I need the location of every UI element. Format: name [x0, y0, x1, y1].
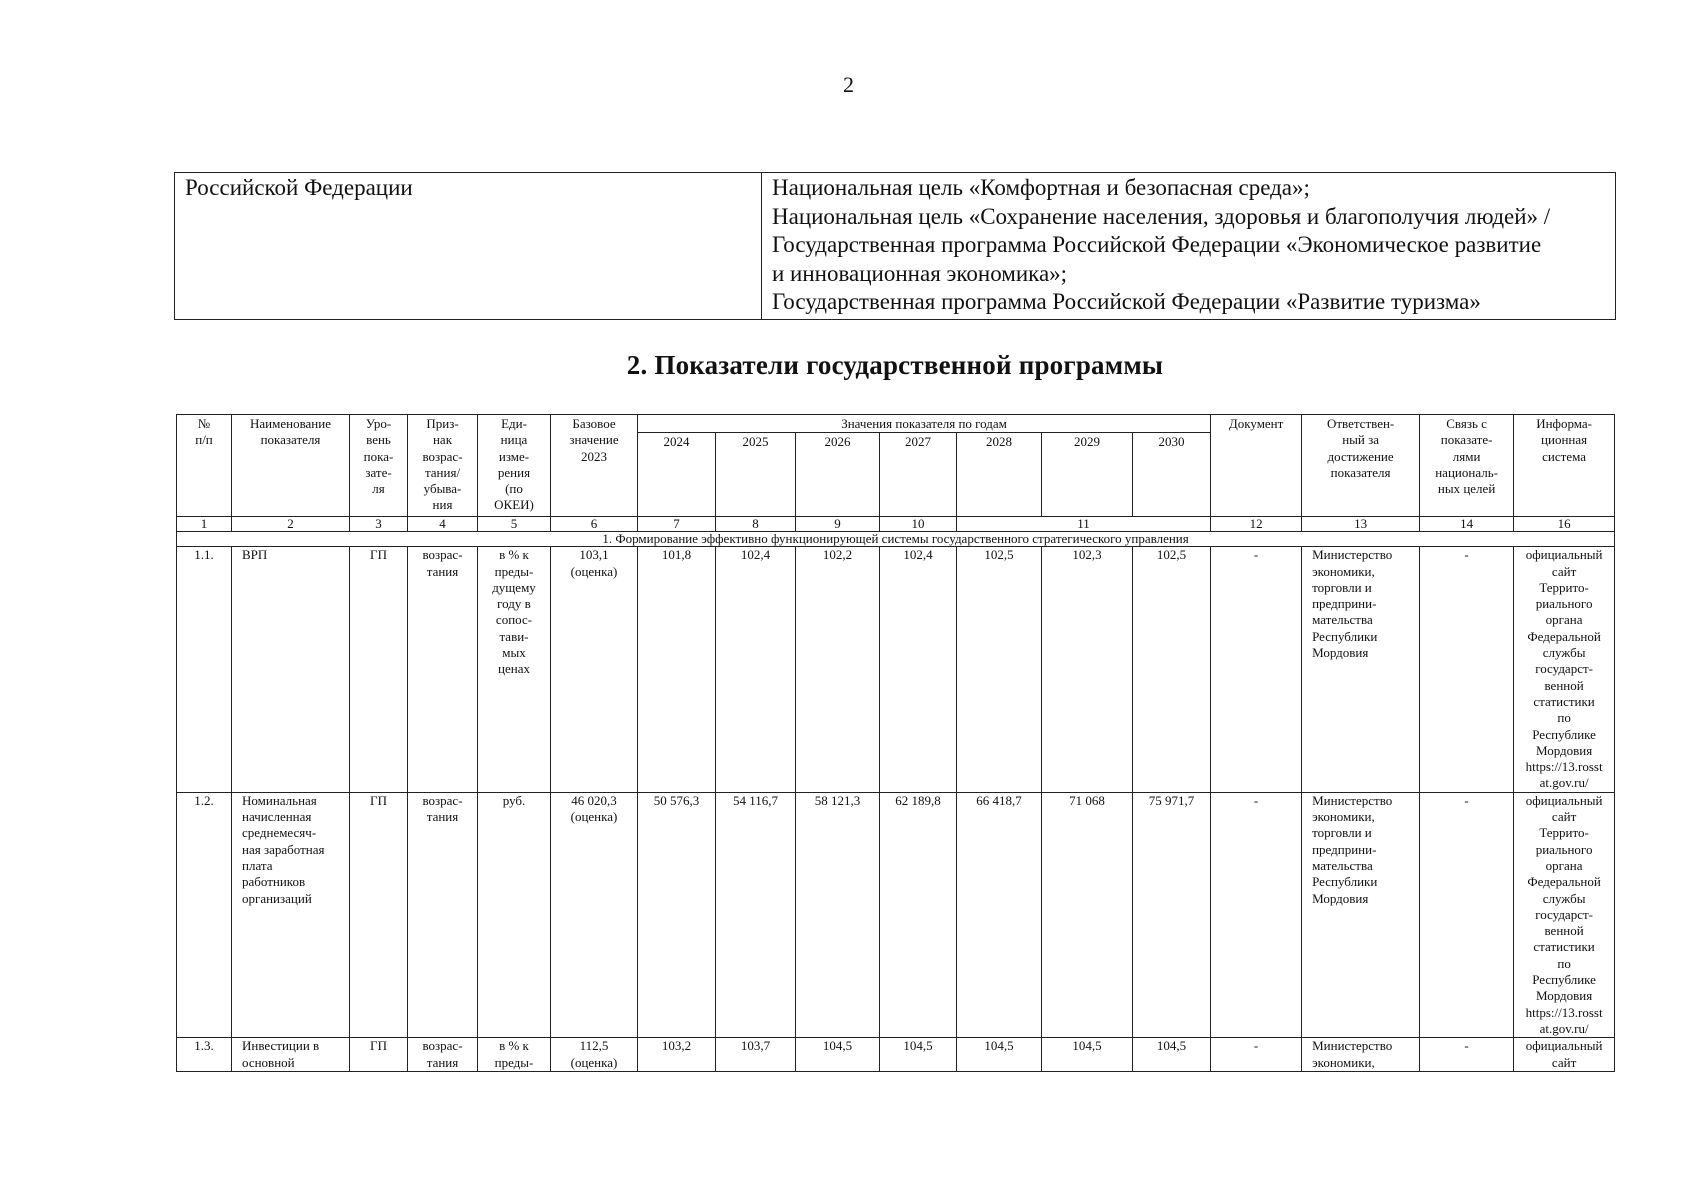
header-year: 2025 — [716, 433, 796, 517]
year-value: 103,7 — [716, 1038, 796, 1072]
cell-line: экономики, — [1312, 563, 1375, 579]
column-number: 4 — [408, 517, 478, 532]
cell-line: Республики — [1312, 628, 1378, 644]
header-document: Документ — [1211, 415, 1302, 517]
cell-line: (по — [505, 481, 523, 497]
cell-line: торговли и — [1312, 825, 1372, 841]
year-value: 71 068 — [1042, 792, 1133, 1037]
year-value: 104,5 — [1042, 1038, 1133, 1072]
cell-line: 2023 — [581, 448, 607, 464]
column-number: 7 — [638, 517, 716, 532]
cell-line: ния — [432, 497, 453, 513]
cell-line: ОКЕИ) — [494, 497, 534, 513]
section-title: 2. Показатели государственной программы — [626, 350, 1164, 380]
header-trend — [408, 415, 478, 517]
header-name — [232, 415, 350, 517]
cell-line: начисленная — [242, 809, 312, 825]
column-number: 1 — [177, 517, 232, 532]
cell-line: году в — [497, 596, 531, 612]
column-number: 13 — [1302, 517, 1420, 532]
table-row — [177, 1038, 1615, 1072]
cell-line: Связь с — [1446, 416, 1487, 431]
cell-line: экономики, — [1312, 809, 1375, 825]
cell-line: at.gov.ru/ — [1539, 775, 1589, 791]
indicator-name — [232, 792, 350, 1037]
indicator-unit — [478, 547, 551, 792]
info-system-cell — [1514, 1038, 1615, 1072]
cell-line: тания — [426, 809, 459, 825]
cell-line: ница — [500, 432, 528, 448]
cell-line: Приз- — [426, 416, 459, 431]
cell-line: Информа- — [1536, 416, 1592, 431]
year-value: 102,4 — [716, 547, 796, 792]
national-goals-link: - — [1420, 1038, 1514, 1072]
indicator-unit — [478, 792, 551, 1037]
cell-line: преды- — [494, 1054, 534, 1070]
cell-line: пока- — [363, 448, 394, 464]
year-value: 102,2 — [796, 547, 880, 792]
column-numbers-row — [177, 517, 1615, 532]
table-row — [177, 792, 1615, 1037]
cell-line: службы — [1542, 645, 1586, 661]
national-goals-link: - — [1420, 792, 1514, 1037]
year-value: 102,5 — [957, 547, 1042, 792]
header-year: 2028 — [957, 433, 1042, 517]
cell-line: тави- — [499, 628, 529, 644]
table-row — [177, 547, 1615, 792]
cell-line: экономики, — [1312, 1054, 1375, 1070]
cell-line: в % к — [499, 1038, 529, 1054]
cell-line: Министерство — [1312, 547, 1393, 563]
cell-line: ценах — [498, 661, 530, 677]
cell-line: Федеральной — [1527, 874, 1601, 890]
info-system-cell — [1514, 792, 1615, 1037]
cell-line: мых — [502, 645, 526, 661]
header-row-1 — [177, 415, 1615, 433]
cell-line: https://13.rosst — [1525, 759, 1603, 775]
cell-line: официальный — [1525, 1038, 1603, 1054]
header-year: 2027 — [880, 433, 957, 517]
cell-line: работников — [242, 874, 306, 890]
cell-line: Мордовия — [1312, 890, 1369, 906]
responsible-cell — [1302, 547, 1420, 792]
cell-line: рения — [497, 464, 531, 480]
goal-line: Национальная цель «Сохранение населения, здоровья и благополучия людей» / — [772, 203, 1551, 229]
goals-right-cell — [762, 173, 1616, 320]
cell-line: Министерство — [1312, 792, 1393, 808]
cell-line: 112,5 — [579, 1038, 609, 1054]
column-number: 3 — [350, 517, 408, 532]
cell-line: сайт — [1551, 809, 1577, 825]
cell-line: Ответствен- — [1326, 416, 1395, 431]
goals-table — [174, 172, 1616, 320]
header-year: 2026 — [796, 433, 880, 517]
cell-line: ля — [372, 481, 385, 497]
indicator-trend — [408, 792, 478, 1037]
year-value: 102,3 — [1042, 547, 1133, 792]
cell-line: статистики — [1533, 693, 1595, 709]
year-value: 103,2 — [638, 1038, 716, 1072]
cell-line: зате- — [365, 464, 392, 480]
column-number: 12 — [1211, 517, 1302, 532]
cell-line: Министерство — [1312, 1038, 1393, 1054]
header-unit — [478, 415, 551, 517]
responsible-cell — [1302, 1038, 1420, 1072]
column-number: 5 — [478, 517, 551, 532]
cell-line: риального — [1535, 596, 1593, 612]
cell-line: сайт — [1551, 563, 1577, 579]
cell-line: возрас- — [422, 1038, 463, 1054]
year-value: 75 971,7 — [1133, 792, 1211, 1037]
cell-line: ВРП — [242, 547, 268, 563]
page-number: 2 — [843, 72, 854, 97]
cell-line: значение — [569, 432, 619, 448]
cell-line: нак — [432, 432, 453, 448]
cell-line: официальный — [1525, 547, 1603, 563]
cell-line: Республике — [1532, 972, 1596, 988]
cell-line: Террито- — [1539, 825, 1589, 841]
cell-line: возрас- — [422, 547, 463, 563]
year-value: 101,8 — [638, 547, 716, 792]
cell-line: Наименование — [250, 416, 331, 431]
cell-line: изме- — [498, 448, 530, 464]
cell-line: основной — [242, 1054, 295, 1070]
cell-line: лями — [1452, 448, 1481, 464]
cell-line: органа — [1545, 612, 1583, 628]
row-number: 1.1. — [177, 547, 232, 792]
cell-line: венной — [1544, 923, 1584, 939]
cell-line: торговли и — [1312, 579, 1372, 595]
column-number: 6 — [551, 517, 638, 532]
cell-line: Мордовия — [1535, 988, 1593, 1004]
cell-line: националь- — [1435, 464, 1498, 480]
header-no — [177, 415, 232, 517]
cell-line: вень — [366, 432, 391, 448]
cell-line: at.gov.ru/ — [1539, 1020, 1589, 1036]
national-goals-link: - — [1420, 547, 1514, 792]
document-cell: - — [1211, 1038, 1302, 1072]
year-value: 102,4 — [880, 547, 957, 792]
cell-line: Террито- — [1539, 579, 1589, 595]
row-number: 1.2. — [177, 792, 232, 1037]
year-value: 62 189,8 — [880, 792, 957, 1037]
indicator-name — [232, 547, 350, 792]
cell-line: руб. — [502, 792, 526, 808]
cell-line: (оценка) — [570, 1054, 618, 1070]
cell-line: предприни- — [1312, 841, 1377, 857]
header-responsible — [1302, 415, 1420, 517]
cell-line: показателя — [260, 432, 321, 448]
column-number: 9 — [796, 517, 880, 532]
header-year: 2029 — [1042, 433, 1133, 517]
cell-line: службы — [1542, 890, 1586, 906]
cell-line: тания — [426, 1054, 459, 1070]
year-value: 50 576,3 — [638, 792, 716, 1037]
goal-line: Государственная программа Российской Федерации «Экономическое развитие — [772, 232, 1542, 257]
header-info — [1514, 415, 1615, 517]
indicator-name — [232, 1038, 350, 1072]
year-value: 104,5 — [880, 1038, 957, 1072]
goal-line: Национальная цель «Комфортная и безопасная среда»; — [772, 175, 1310, 200]
cell-line: Еди- — [501, 416, 527, 431]
info-system-cell — [1514, 547, 1615, 792]
cell-line: государст- — [1535, 661, 1593, 677]
cell-line: п/п — [195, 432, 213, 448]
cell-line: достижение — [1327, 448, 1394, 464]
cell-line: сайт — [1551, 1054, 1577, 1070]
cell-line: сопос- — [495, 612, 533, 628]
indicator-level: ГП — [350, 792, 408, 1037]
cell-line: ционная — [1541, 432, 1588, 448]
cell-line: Базовое — [572, 416, 616, 431]
year-value: 104,5 — [796, 1038, 880, 1072]
cell-line: возрас- — [422, 792, 463, 808]
cell-line: тания — [426, 563, 459, 579]
cell-line: риального — [1535, 841, 1593, 857]
column-number: 16 — [1514, 517, 1615, 532]
indicator-unit — [478, 1038, 551, 1072]
cell-line: официальный — [1525, 792, 1603, 808]
header-base — [551, 415, 638, 517]
year-value: 104,5 — [957, 1038, 1042, 1072]
cell-line: Номинальная — [242, 792, 317, 808]
cell-line: Инвестиции в — [242, 1038, 320, 1054]
indicator-level: ГП — [350, 547, 408, 792]
header-year: 2030 — [1133, 433, 1211, 517]
indicator-trend — [408, 1038, 478, 1072]
goals-row — [175, 173, 1616, 320]
row-number: 1.3. — [177, 1038, 232, 1072]
year-value: 102,5 — [1133, 547, 1211, 792]
document-cell: - — [1211, 792, 1302, 1037]
cell-line: государст- — [1535, 906, 1593, 922]
year-value: 66 418,7 — [957, 792, 1042, 1037]
column-number: 8 — [716, 517, 796, 532]
header-level — [350, 415, 408, 517]
column-number: 10 — [880, 517, 957, 532]
header-link — [1420, 415, 1514, 517]
year-value: 58 121,3 — [796, 792, 880, 1037]
cell-line: ный за — [1342, 432, 1379, 448]
cell-line: дущему — [492, 579, 536, 595]
cell-line: (оценка) — [570, 809, 618, 825]
cell-line: в % к — [499, 547, 529, 563]
goal-line: Государственная программа Российской Федерации «Развитие туризма» — [772, 289, 1481, 314]
document-cell: - — [1211, 547, 1302, 792]
cell-line: 46 020,3 — [571, 792, 617, 808]
cell-line: возрас- — [422, 448, 463, 464]
cell-line: органа — [1545, 857, 1583, 873]
cell-line: Уро- — [365, 416, 392, 431]
cell-line: предприни- — [1312, 596, 1377, 612]
cell-line: по — [1557, 955, 1571, 971]
cell-line: показате- — [1440, 432, 1493, 448]
cell-line: ная заработная — [242, 841, 325, 857]
cell-line: Мордовия — [1312, 645, 1369, 661]
group-title: 1. Формирование эффективно функционирующей системы государственного стратегического управления — [177, 532, 1615, 547]
year-value: 104,5 — [1133, 1038, 1211, 1072]
cell-line: статистики — [1533, 939, 1595, 955]
base-value — [551, 1038, 638, 1072]
cell-line: мательства — [1312, 612, 1373, 628]
column-number: 2 — [232, 517, 350, 532]
cell-line: по — [1557, 710, 1571, 726]
cell-line: тания/ — [424, 464, 461, 480]
year-value: 54 116,7 — [716, 792, 796, 1037]
cell-line: № — [197, 416, 211, 431]
indicator-level: ГП — [350, 1038, 408, 1072]
goals-left-cell: Российской Федерации — [175, 173, 762, 320]
cell-line: (оценка) — [570, 563, 618, 579]
cell-line: показателя — [1330, 464, 1391, 480]
base-value — [551, 792, 638, 1037]
column-number: 14 — [1420, 517, 1514, 532]
cell-line: мательства — [1312, 857, 1373, 873]
cell-line: ных целей — [1437, 481, 1496, 497]
cell-line: Республики — [1312, 874, 1378, 890]
cell-line: организаций — [242, 890, 312, 906]
cell-line: Республике — [1532, 726, 1596, 742]
cell-line: Федеральной — [1527, 628, 1601, 644]
indicator-trend — [408, 547, 478, 792]
column-number: 11 — [957, 517, 1211, 532]
cell-line: https://13.rosst — [1525, 1004, 1603, 1020]
indicators-table — [176, 414, 1615, 1072]
cell-line: венной — [1544, 677, 1584, 693]
cell-line: 103,1 — [579, 547, 609, 563]
header-years-group: Значения показателя по годам — [638, 415, 1211, 433]
cell-line: среднемесяч- — [242, 825, 317, 841]
responsible-cell — [1302, 792, 1420, 1037]
goal-line: и инновационная экономика»; — [772, 260, 1068, 286]
header-year: 2024 — [638, 433, 716, 517]
cell-line: преды- — [494, 563, 534, 579]
cell-line: Мордовия — [1535, 742, 1593, 758]
group-row — [177, 532, 1615, 547]
cell-line: система — [1542, 448, 1587, 464]
cell-line: плата — [242, 857, 273, 873]
cell-line: убыва- — [423, 481, 462, 497]
base-value — [551, 547, 638, 792]
